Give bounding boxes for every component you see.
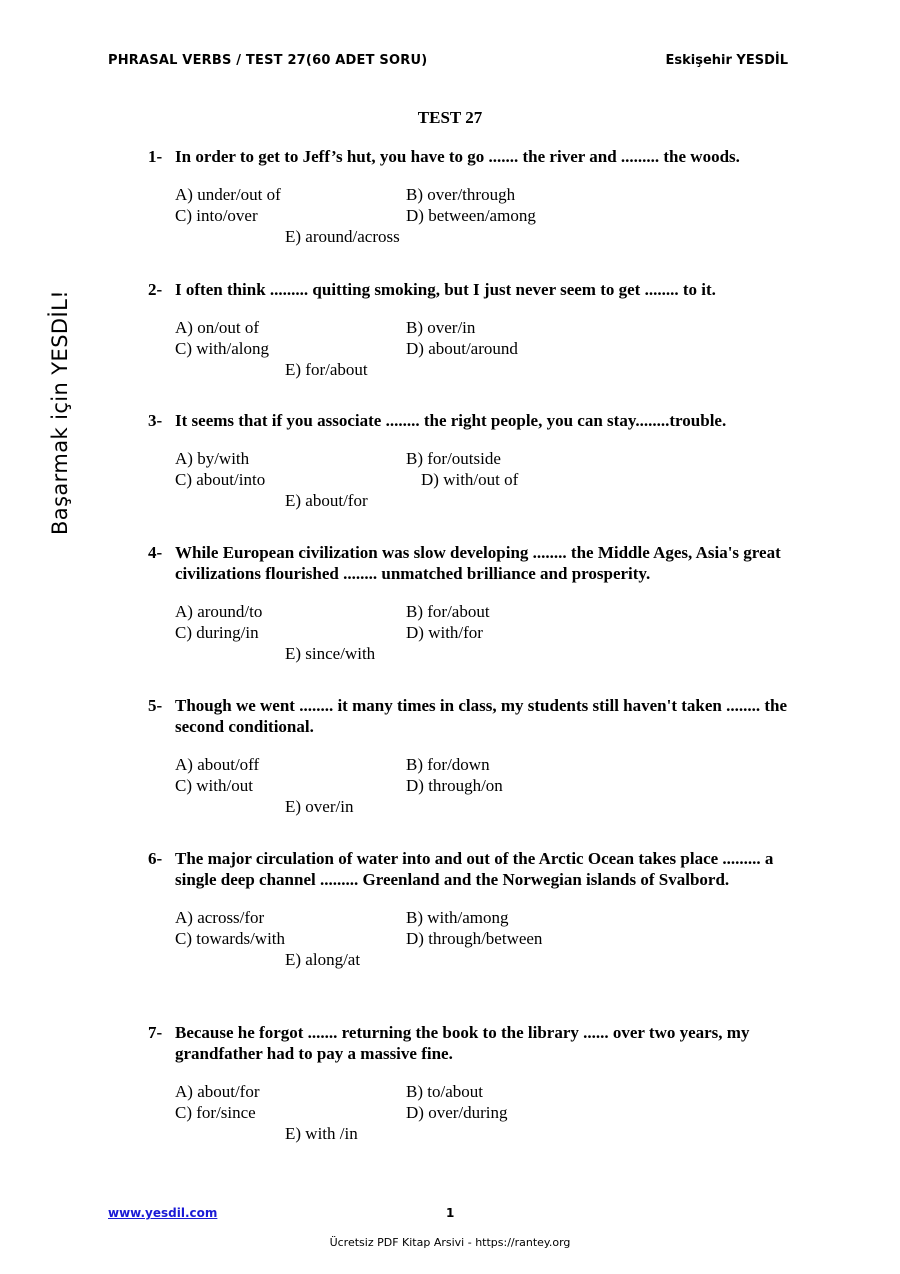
question-2	[148, 279, 808, 381]
option-c: C) about/into	[175, 470, 266, 489]
question-text: While European civilization was slow developing ........ the Middle Ages, Asia's great civilizations flourished ........ unmatched brilliance and prosperity.	[175, 543, 781, 583]
question-6	[148, 848, 808, 971]
option-a: A) by/with	[175, 449, 250, 468]
options	[148, 601, 808, 665]
option-b: B) for/down	[406, 755, 490, 774]
option-e: E) along/at	[285, 950, 361, 969]
question-text: I often think ......... quitting smoking, but I just never seem to get ........ to it.	[175, 280, 716, 299]
question-number: 6-	[148, 849, 163, 868]
option-c: C) during/in	[175, 623, 259, 642]
question-number: 7-	[148, 1023, 163, 1042]
question-number: 2-	[148, 280, 163, 299]
option-a: A) about/for	[175, 1082, 260, 1101]
question-number: 4-	[148, 543, 163, 562]
option-a: A) under/out of	[175, 185, 281, 204]
question-number: 1-	[148, 147, 163, 166]
option-d: D) about/around	[406, 339, 518, 358]
option-b: B) to/about	[406, 1082, 483, 1101]
option-d: D) through/on	[406, 776, 503, 795]
question-text: The major circulation of water into and out of the Arctic Ocean takes place ......... a single deep channel ......... Greenland and the Norwegian islands of Svalbord.	[175, 849, 774, 889]
option-d: D) between/among	[406, 206, 536, 225]
option-d: D) over/during	[406, 1103, 508, 1122]
options	[148, 754, 808, 818]
side-slogan: Başarmak için YESDİL!	[48, 289, 72, 535]
question-text: Though we went ........ it many times in class, my students still haven't taken ........ the second conditional.	[175, 696, 788, 736]
options	[148, 1081, 808, 1145]
option-c: C) for/since	[175, 1103, 256, 1122]
option-a: A) on/out of	[175, 318, 260, 337]
options	[148, 184, 808, 248]
question-1	[148, 146, 808, 248]
option-d: D) with/for	[406, 623, 483, 642]
header-title: PHRASAL VERBS / TEST 27(60 ADET SORU)	[108, 53, 428, 68]
question-5	[148, 695, 808, 818]
option-e: E) with /in	[285, 1124, 358, 1143]
page-number: 1	[446, 1206, 455, 1220]
option-c: C) into/over	[175, 206, 258, 225]
question-3	[148, 410, 808, 512]
question-text: In order to get to Jeff’s hut, you have to go ....... the river and ......... the woods.	[175, 147, 740, 166]
option-e: E) for/about	[285, 360, 368, 379]
website-link[interactable]: www.yesdil.com	[108, 1206, 218, 1220]
question-4	[148, 542, 808, 665]
question-text: Because he forgot ....... returning the book to the library ...... over two years, my grandfather had to pay a massive fine.	[175, 1023, 750, 1063]
header-school: Eskişehir YESDİL	[665, 53, 788, 68]
question-text: It seems that if you associate ........ the right people, you can stay........trouble.	[175, 411, 727, 430]
options	[148, 907, 808, 971]
option-a: A) across/for	[175, 908, 265, 927]
option-e: E) about/for	[285, 491, 368, 510]
option-c: C) towards/with	[175, 929, 286, 948]
option-b: B) for/about	[406, 602, 490, 621]
option-c: C) with/along	[175, 339, 269, 358]
question-number: 3-	[148, 411, 163, 430]
option-d: D) through/between	[406, 929, 543, 948]
option-c: C) with/out	[175, 776, 253, 795]
option-b: B) over/in	[406, 318, 476, 337]
question-number: 5-	[148, 696, 163, 715]
question-7	[148, 1022, 808, 1145]
option-e: E) since/with	[285, 644, 376, 663]
option-e: E) over/in	[285, 797, 354, 816]
test-title: TEST 27	[417, 108, 483, 127]
option-a: A) around/to	[175, 602, 263, 621]
option-b: B) for/outside	[406, 449, 501, 468]
option-d: D) with/out of	[421, 470, 519, 489]
source-note: Ücretsiz PDF Kitap Arsivi - https://rantey.org	[329, 1236, 571, 1249]
options	[148, 448, 808, 512]
option-a: A) about/off	[175, 755, 260, 774]
option-b: B) over/through	[406, 185, 516, 204]
option-b: B) with/among	[406, 908, 509, 927]
options	[148, 317, 808, 381]
option-e: E) around/across	[285, 227, 400, 246]
